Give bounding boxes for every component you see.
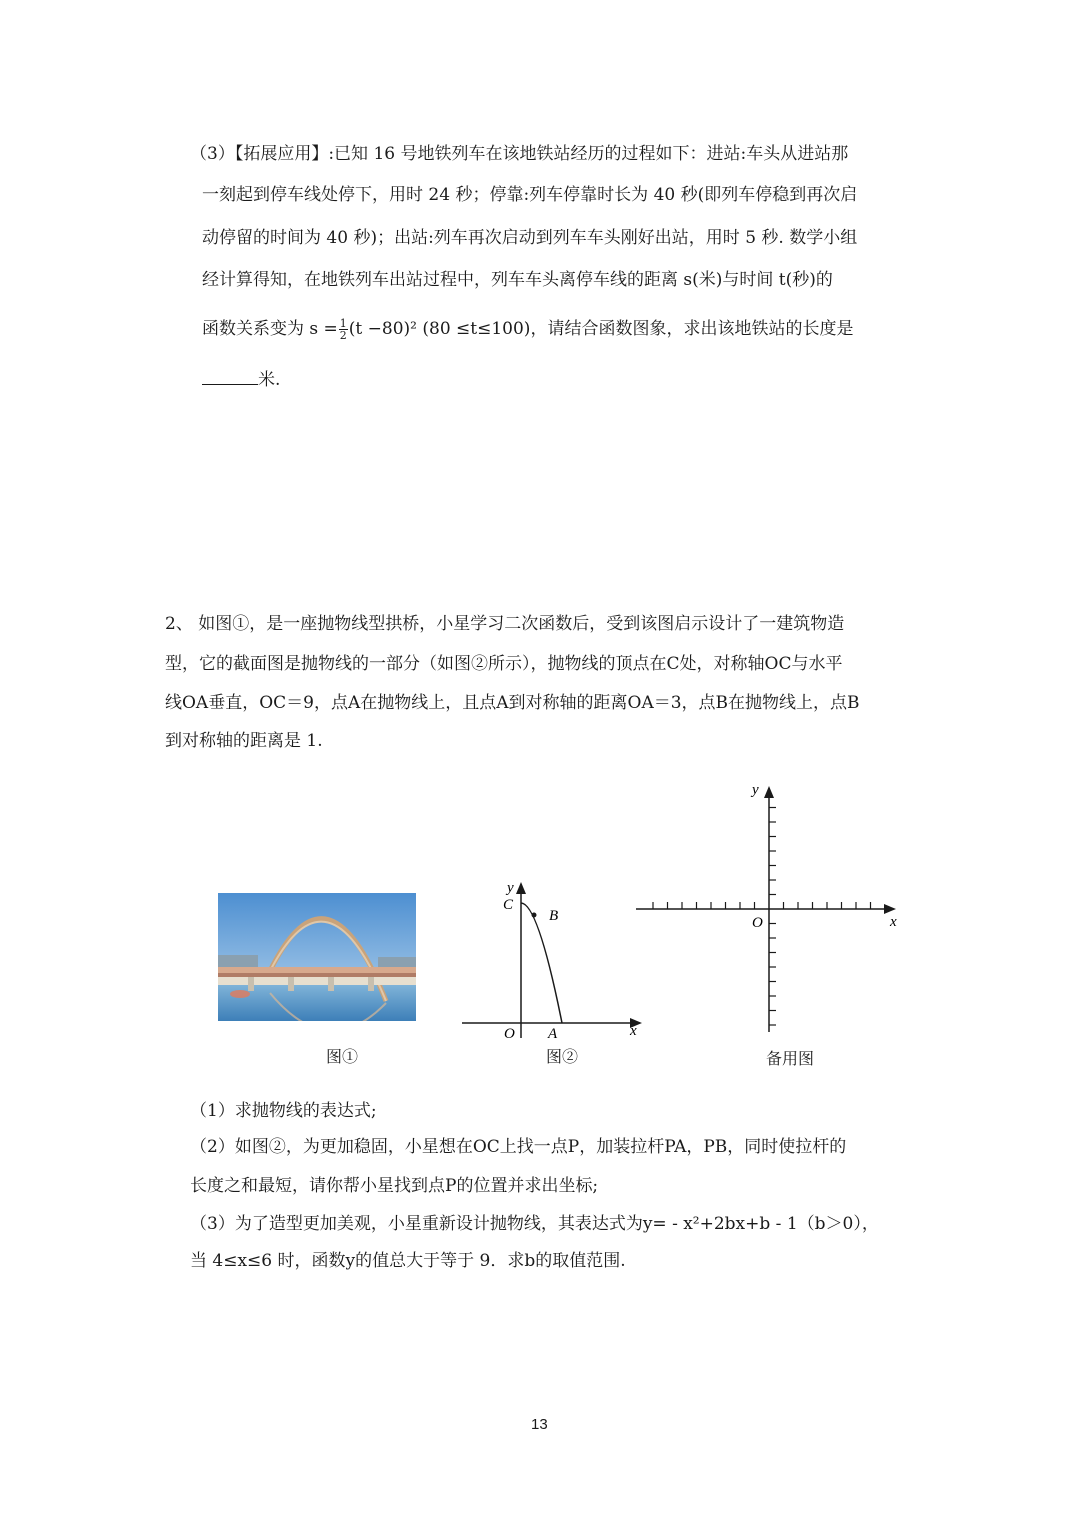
figure-2-diagram — [458, 872, 648, 1042]
blank-coordinate-figure — [628, 780, 918, 1036]
problem2-line-4: 到对称轴的距离是 1. — [165, 731, 323, 751]
answer-blank[interactable] — [202, 368, 258, 385]
question-1: （1）求抛物线的表达式; — [190, 1101, 377, 1121]
x-axis-arrow-icon — [884, 904, 896, 914]
label-O: O — [504, 1026, 515, 1042]
label-C: C — [503, 897, 514, 913]
question-3-line-2: 当 4≤x≤6 时，函数y的值总大于等于 9．求b的取值范围. — [190, 1251, 626, 1271]
page-number: 13 — [531, 1416, 548, 1433]
fraction-numerator: 1 — [339, 317, 347, 330]
part3-line-2: 一刻起到停车线处停下，用时 24 秒；停靠:列车停靠时长为 40 秒(即列车停稳到再次启 — [202, 185, 858, 205]
y-label: y — [752, 782, 759, 798]
label-A: A — [548, 1026, 558, 1042]
bridge-photo — [218, 893, 416, 1021]
figure-3-caption: 备用图 — [766, 1049, 815, 1068]
point-B — [532, 913, 537, 918]
function-suffix: (t −80)² (80 ≤t≤100)，请结合函数图象，求出该地铁站的长度是 — [348, 319, 854, 339]
figure-1-caption: 图① — [326, 1047, 359, 1066]
origin-label: O — [752, 915, 763, 931]
label-B: B — [549, 908, 559, 924]
fraction — [339, 318, 348, 341]
y-label: y — [507, 880, 514, 896]
part3-line-4: 经计算得知，在地铁列车出站过程中，列车车头离停车线的距离 s(米)与时间 t(秒)的 — [202, 270, 833, 290]
question-2-line-1: （2）如图②，为更加稳固，小星想在OC上找一点P，加装拉杆PA，PB，同时使拉杆的 — [190, 1137, 847, 1157]
part3-line-1: （3）【拓展应用】:已知 16 号地铁列车在该地铁站经历的过程如下：进站:车头从进站那 — [190, 144, 849, 164]
y-axis-arrow-icon — [764, 786, 774, 798]
part3-line-6 — [202, 368, 280, 391]
x-axis-ticks — [653, 902, 871, 909]
problem2-line-1: 2、 如图①，是一座抛物线型拱桥，小星学习二次函数后，受到该图启示设计了一建筑物造 — [165, 614, 845, 634]
problem2-line-3: 线OA垂直，OC＝9，点A在抛物线上，且点A到对称轴的距离OA＝3，点B在抛物线上，点B — [165, 693, 860, 713]
question-3-line-1: （3）为了造型更加美观，小星重新设计抛物线，其表达式为y= - x²+2bx+b - 1（b＞0）， — [190, 1214, 879, 1234]
problem2-line-2: 型，它的截面图是抛物线的一部分（如图②所示），抛物线的顶点在C处，对称轴OC与水平 — [165, 654, 843, 674]
function-prefix: 函数关系变为 s = — [202, 319, 338, 339]
question-2-line-2: 长度之和最短，请你帮小星找到点P的位置并求出坐标; — [190, 1176, 599, 1196]
y-axis-ticks — [769, 808, 776, 1026]
x-label: x — [890, 914, 897, 930]
x-label: x — [630, 1023, 637, 1039]
figure-2-caption: 图② — [546, 1047, 579, 1066]
fraction-denominator: 2 — [339, 329, 347, 342]
part3-line-3: 动停留的时间为 40 秒)；出站:列车再次启动到列车车头刚好出站，用时 5 秒. 数学小组 — [202, 228, 858, 248]
y-axis-arrow-icon — [516, 882, 526, 894]
part3-line-5 — [202, 318, 853, 341]
answer-unit: 米. — [258, 370, 281, 390]
